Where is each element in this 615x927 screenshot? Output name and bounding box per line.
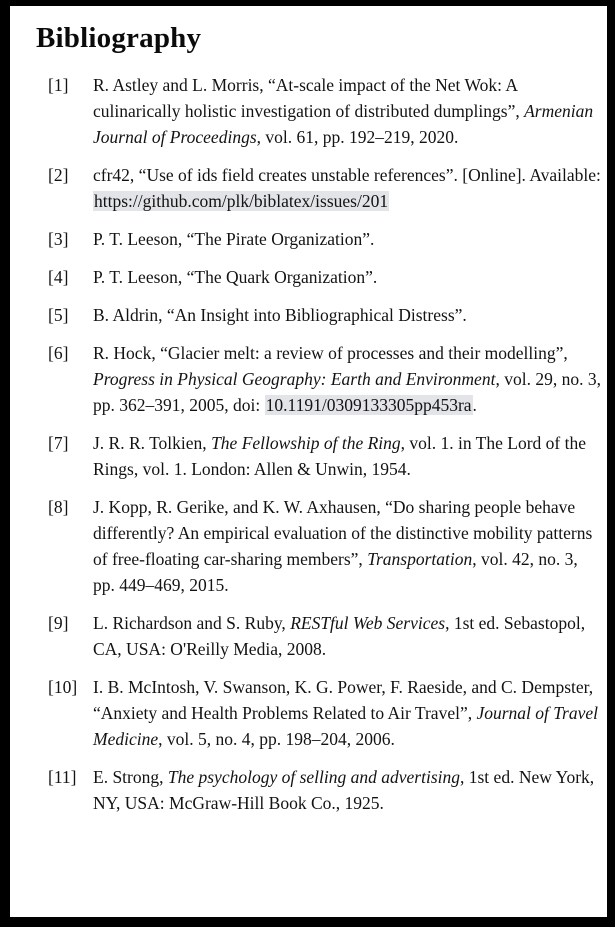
italic-title-text: Progress in Physical Geography: Earth and Environment	[93, 369, 496, 389]
bibliography-entry	[48, 494, 595, 598]
entry-label: [3]	[48, 229, 69, 249]
citation-text: I. B. McIntosh, V. Swanson, K. G. Power, F. Raeside, and C. Dempster, “Anxiety and Health Problems Related to Air Travel”,	[93, 677, 594, 723]
bibliography-entry	[48, 264, 595, 290]
citation-text: , vol. 29, no. 3, pp. 362–391, 2005, doi:	[93, 369, 601, 415]
entry-label: [5]	[48, 305, 69, 325]
bibliography-entry	[48, 610, 595, 662]
hyperlink[interactable]: 10.1191/0309133305pp453ra	[265, 395, 472, 415]
citation-text: E. Strong,	[93, 767, 168, 787]
citation-text: , 1st ed. Sebastopol, CA, USA: O'Reilly Media, 2008.	[93, 613, 586, 659]
italic-title-text: Journal of Travel Medicine	[93, 703, 599, 749]
citation-text: , vol. 1. in The Lord of the Rings, vol. 1. London: Allen & Unwin, 1954.	[93, 433, 586, 479]
entry-text	[93, 610, 601, 662]
bibliography-entry	[48, 674, 599, 752]
entry-text	[93, 302, 601, 328]
citation-text: , vol. 5, no. 4, pp. 198–204, 2006.	[158, 729, 395, 749]
citation-text: P. T. Leeson, “The Quark Organization”.	[93, 267, 378, 287]
citation-text: L. Richardson and S. Ruby,	[93, 613, 291, 633]
citation-text: R. Hock, “Glacier melt: a review of processes and their modelling”,	[93, 343, 568, 363]
entry-text	[93, 72, 601, 150]
citation-text: J. Kopp, R. Gerike, and K. W. Axhausen, “Do sharing people behave differently? An empirical evaluation of the distinctive mobility patterns of free-floating car-sharing members”,	[93, 497, 593, 569]
entry-text	[93, 162, 601, 214]
bibliography-entry	[48, 226, 595, 252]
entry-label: [8]	[48, 497, 69, 517]
page-title: Bibliography	[36, 22, 202, 54]
entry-text	[93, 764, 601, 816]
bibliography-entry	[48, 340, 601, 418]
entry-text	[93, 226, 601, 252]
hyperlink[interactable]: https://github.com/plk/biblatex/issues/201	[94, 191, 389, 211]
entry-label: [2]	[48, 165, 69, 185]
entry-text	[93, 674, 601, 752]
entry-label: [1]	[48, 75, 69, 95]
citation-text: B. Aldrin, “An Insight into Bibliographical Distress”.	[93, 305, 467, 325]
entry-label: [6]	[48, 343, 69, 363]
italic-title-text: The Fellowship of the Ring	[211, 433, 401, 453]
bibliography-page	[10, 6, 607, 917]
citation-text: , vol. 61, pp. 192–219, 2020.	[256, 127, 459, 147]
bibliography-entry	[48, 430, 595, 482]
citation-text: R. Astley and L. Morris, “At-scale impact of the Net Wok: A culinarically holistic investigation of distributed dumplings”,	[93, 75, 525, 121]
citation-text: , vol. 42, no. 3, pp. 449–469, 2015.	[93, 549, 578, 595]
citation-text: P. T. Leeson, “The Pirate Organization”.	[93, 229, 375, 249]
bibliography-entry	[48, 72, 595, 150]
entry-label: [7]	[48, 433, 69, 453]
entry-text	[93, 494, 601, 598]
citation-text: , 1st ed. New York, NY, USA: McGraw-Hill Book Co., 1925.	[93, 767, 595, 813]
italic-title-text: Armenian Journal of Proceedings	[93, 101, 594, 147]
entry-text	[93, 340, 601, 418]
italic-title-text: RESTful Web Services	[290, 613, 446, 633]
entry-label: [4]	[48, 267, 69, 287]
entry-text	[93, 264, 601, 290]
entry-label: [9]	[48, 613, 69, 633]
citation-text: .	[472, 395, 477, 415]
citation-text: cfr42, “Use of ids field creates unstable references”. [Online]. Available:	[93, 165, 601, 185]
entry-label: [11]	[48, 767, 77, 787]
italic-title-text: Transportation	[367, 549, 473, 569]
bibliography-entry	[48, 162, 601, 214]
citation-text: J. R. R. Tolkien,	[93, 433, 212, 453]
entry-label: [10]	[48, 677, 78, 697]
entry-text	[93, 430, 601, 482]
bibliography-entry	[48, 302, 595, 328]
bibliography-list	[48, 72, 601, 816]
bibliography-entry	[48, 764, 595, 816]
italic-title-text: The psychology of selling and advertising	[167, 767, 460, 787]
